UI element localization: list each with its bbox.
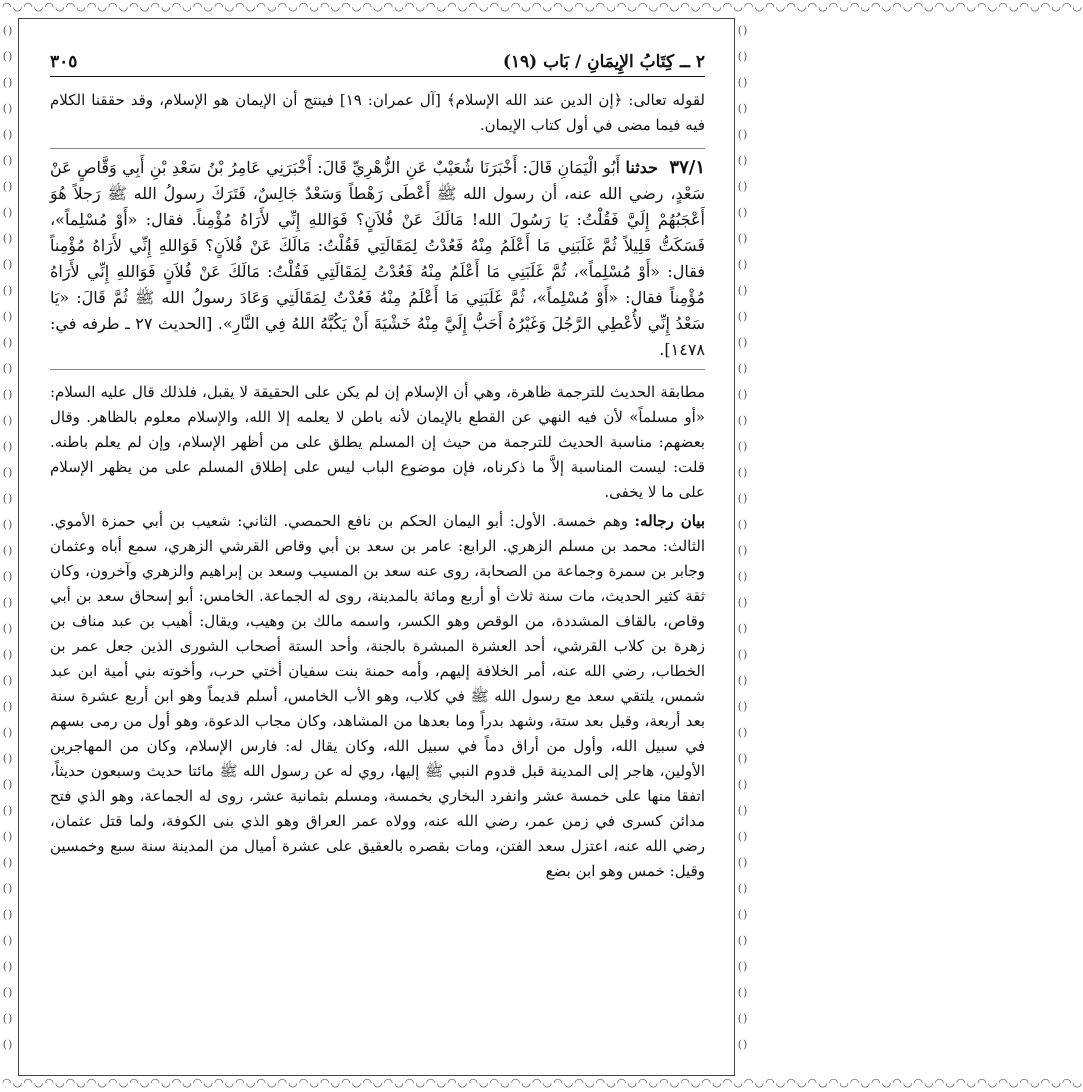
narrators-label: بيان رجاله: bbox=[634, 512, 705, 530]
chapter-title: ٢ ــ كِتَابُ الإِيمَانِ / بَاب (١٩) bbox=[502, 52, 705, 72]
commentary-paragraph: مطابقة الحديث للترجمة ظاهرة، وهي أن الإسلام إن لم يكن على الحقيقة لا يقبل، فلذلك قال عليه السلام: «أو مسلماً» لأن فيه النهي عن القطع بالإيمان لأنه باطن لا يعلمه إلا الله، والإسلام معلوم بالظاهر. وقال بعضهم: مناسبة الحديث للترجمة من حيث إن المسلم يطلق على من أظهر الإسلام، وإن لم يعلم باطنه. قلت: ليست المناسبة إلاَّ ما ذكرناه، فإن موضوع الباب ليس على إطلاق المسلم على من يظهر الإسلام على ما لا يخفى. bbox=[50, 383, 705, 501]
narrators-text: وهم خمسة. الأول: أبو اليمان الحكم بن نافع الحمصي. الثاني: شعيب بن أبي حمزة الأموي. الثالث: محمد بن مسلم الزهري. الرابع: عامر بن سعد بن أبي وقاص القرشي الزهري، سمع أباه وعثمان وجابر بن سمرة وجماعة من الصحابة، روى عنه سعد بن المسيب وسعد بن إبراهيم والزهري وآخرون، وكان ثقة كثير الحديث، مات سنة ثلاث أو أربع ومائة بالمدينة، روى له الجماعة. الخامس: أبو إسحاق سعد بن أبي وقاص، بالقاف المشددة، من الوقص وهو الكسر، واسمه مالك بن وهيب، ويقال: أهيب بن عبد مناف بن زهرة بن كلاب القرشي، أحد العشرة المبشرة بالجنة، وأحد الستة أصحاب الشورى الذين جعل عمر بن الخطاب، رضي الله عنه، أمر الخلافة إليهم، وأمه حمنة بنت سفيان أختي حرب، وأخوته بني أمية ابن عبد شمس، يلتقي سعد مع رسول الله ﷺ في كلاب، وهو الأب الخامس، أسلم قديماً وهو ابن أربع عشرة سنة بعد أربعة، وقيل بعد ستة، وشهد بدراً وما بعدها من المشاهد، وكان مجاب الدعوة، وهو أول من رمى بسهم في سبيل الله، وأول من أراق دماً في سبيل الله، وكان يقال له: فارس الإسلام، وكان من المهاجرين الأولين، هاجر إلى المدينة قبل قدوم النبي ﷺ إليها، روي له عن رسول الله ﷺ مائتا حديث وسبعون حديثاً، اتفقا منها على خمسة عشر وانفرد البخاري بخمسة، ومسلم بثمانية عشر، روى له الجماعة، وهو الذي فتح مدائن كسرى في زمن عمر، رضي الله عنه، وولاه عمر العراق وهو الذي بنى الكوفة، ولما قتل عثمان، رضي الله عنه، اعتزل سعد الفتن، ومات بقصره بالعقيق على عشرة أميال من المدينة سنة سبع وخمسين وقيل: خمس وهو ابن بضع bbox=[50, 512, 705, 880]
decorative-border-top: ◠◡◠◡◠◡◠◡◠◡◠◡◠◡◠◡◠◡◠◡◠◡◠◡◠◡◠◡◠◡◠◡◠◡◠◡◠◡◠◡◠◡◠◡◠◡◠◡◠◡◠◡◠◡◠◡◠◡◠◡◠◡◠◡◠◡◠◡◠◡◠◡◠◡◠◡◠◡◠◡◠◡◠◡◠◡◠◡◠◡◠◡◠◡◠◡◠◡◠◡◠◡ bbox=[2, 0, 1083, 13]
page-body bbox=[50, 88, 705, 1066]
hadith-lead: حدثنا bbox=[625, 158, 658, 177]
decorative-border-left: () () () () () () () () () () () () () () () () () () () () () () () () () () () () () () () () () () () () () () () () bbox=[2, 24, 14, 1051]
hadith-text bbox=[50, 148, 705, 370]
decorative-border-bottom: ◠◡◠◡◠◡◠◡◠◡◠◡◠◡◠◡◠◡◠◡◠◡◠◡◠◡◠◡◠◡◠◡◠◡◠◡◠◡◠◡◠◡◠◡◠◡◠◡◠◡◠◡◠◡◠◡◠◡◠◡◠◡◠◡◠◡◠◡◠◡◠◡◠◡◠◡◠◡◠◡◠◡◠◡◠◡◠◡◠◡◠◡◠◡◠◡◠◡◠◡◠◡ bbox=[2, 1076, 1083, 1089]
intro-paragraph: لقوله تعالى: ﴿إن الدين عند الله الإسلام﴾ [آل عمران: ١٩] فينتج أن الإيمان هو الإسلام، وقد حققنا الكلام فيه فيما مضى في أول كتاب الإيمان. bbox=[50, 91, 706, 134]
hadith-body: أَبُو الْيَمَانِ قَالَ: أَخْبَرَنَا شُعَيْبٌ عَنِ الزُّهْرِيِّ قَالَ: أَخْبَرَنِي عَامِرُ بْنُ سَعْدِ بْنِ أَبِي وَقَّاصٍ عَنْ سَعْدٍ، رضي الله عنه، أن رسول الله ﷺ أَعْطَى رَهْطاً وَسَعْدٌ جَالِسٌ، فَتَرَكَ رسولُ الله ﷺ رَجلاً هُوَ أَعْجَبُهُمْ إِلَيَّ فَقُلْتُ: يَا رَسُولَ الله! مَالَكَ عَنْ فُلاَنٍ؟ فَوَاللهِ إِنِّي لأَرَاهُ مُؤْمِناً. فقال: «أَوْ مُسْلِماً»، فَسَكَتُّ قَلِيلاً ثُمَّ غَلَبَنِي مَا أَعْلَمُ مِنْهُ فَعُدْتُ لِمَقَالَتِي فَقُلْتُ: مَالَكَ عَنْ فُلاَنٍ؟ فَوَاللهِ إِنِّي لأَرَاهُ مُؤْمِناً فقال: «أَوْ مُسْلِماً»، ثُمَّ غَلَبَنِي مَا أَعْلَمُ مِنْهُ فَعُدْتُ لِمَقَالَتِي فَقُلْتُ: مَالَكَ عَنْ فُلاَنٍ فَوَاللهِ إِنِّي لأَرَاهُ مُؤْمِناً فقال: «أَوْ مُسْلِماً»، ثُمَّ غَلَبَنِي مَا أَعْلَمُ مِنْهُ فَعُدْتُ لِمَقَالَتِي وَعَادَ رسولُ الله ﷺ ثُمَّ قَالَ: «يَا سَعْدُ إِنِّي لأُعْطِي الرَّجُلَ وَغَيْرُهُ أَحَبُّ إِلَيَّ مِنْهُ خَشْيَةَ أَنْ يَكُبَّهُ اللهُ فِي النَّارِ». [الحديث ٢٧ ـ طرفه في: ١٤٧٨]. bbox=[50, 158, 706, 359]
hadith-number: ٣٧/١ bbox=[669, 157, 705, 178]
page-number: ٣٠٥ bbox=[50, 52, 78, 72]
narrators-paragraph bbox=[50, 509, 705, 884]
decorative-border-right: () () () () () () () () () () () () () () () () () () () () () () () () () () () () () () () () () () () () () () () () bbox=[737, 24, 749, 1051]
running-header bbox=[50, 52, 705, 77]
